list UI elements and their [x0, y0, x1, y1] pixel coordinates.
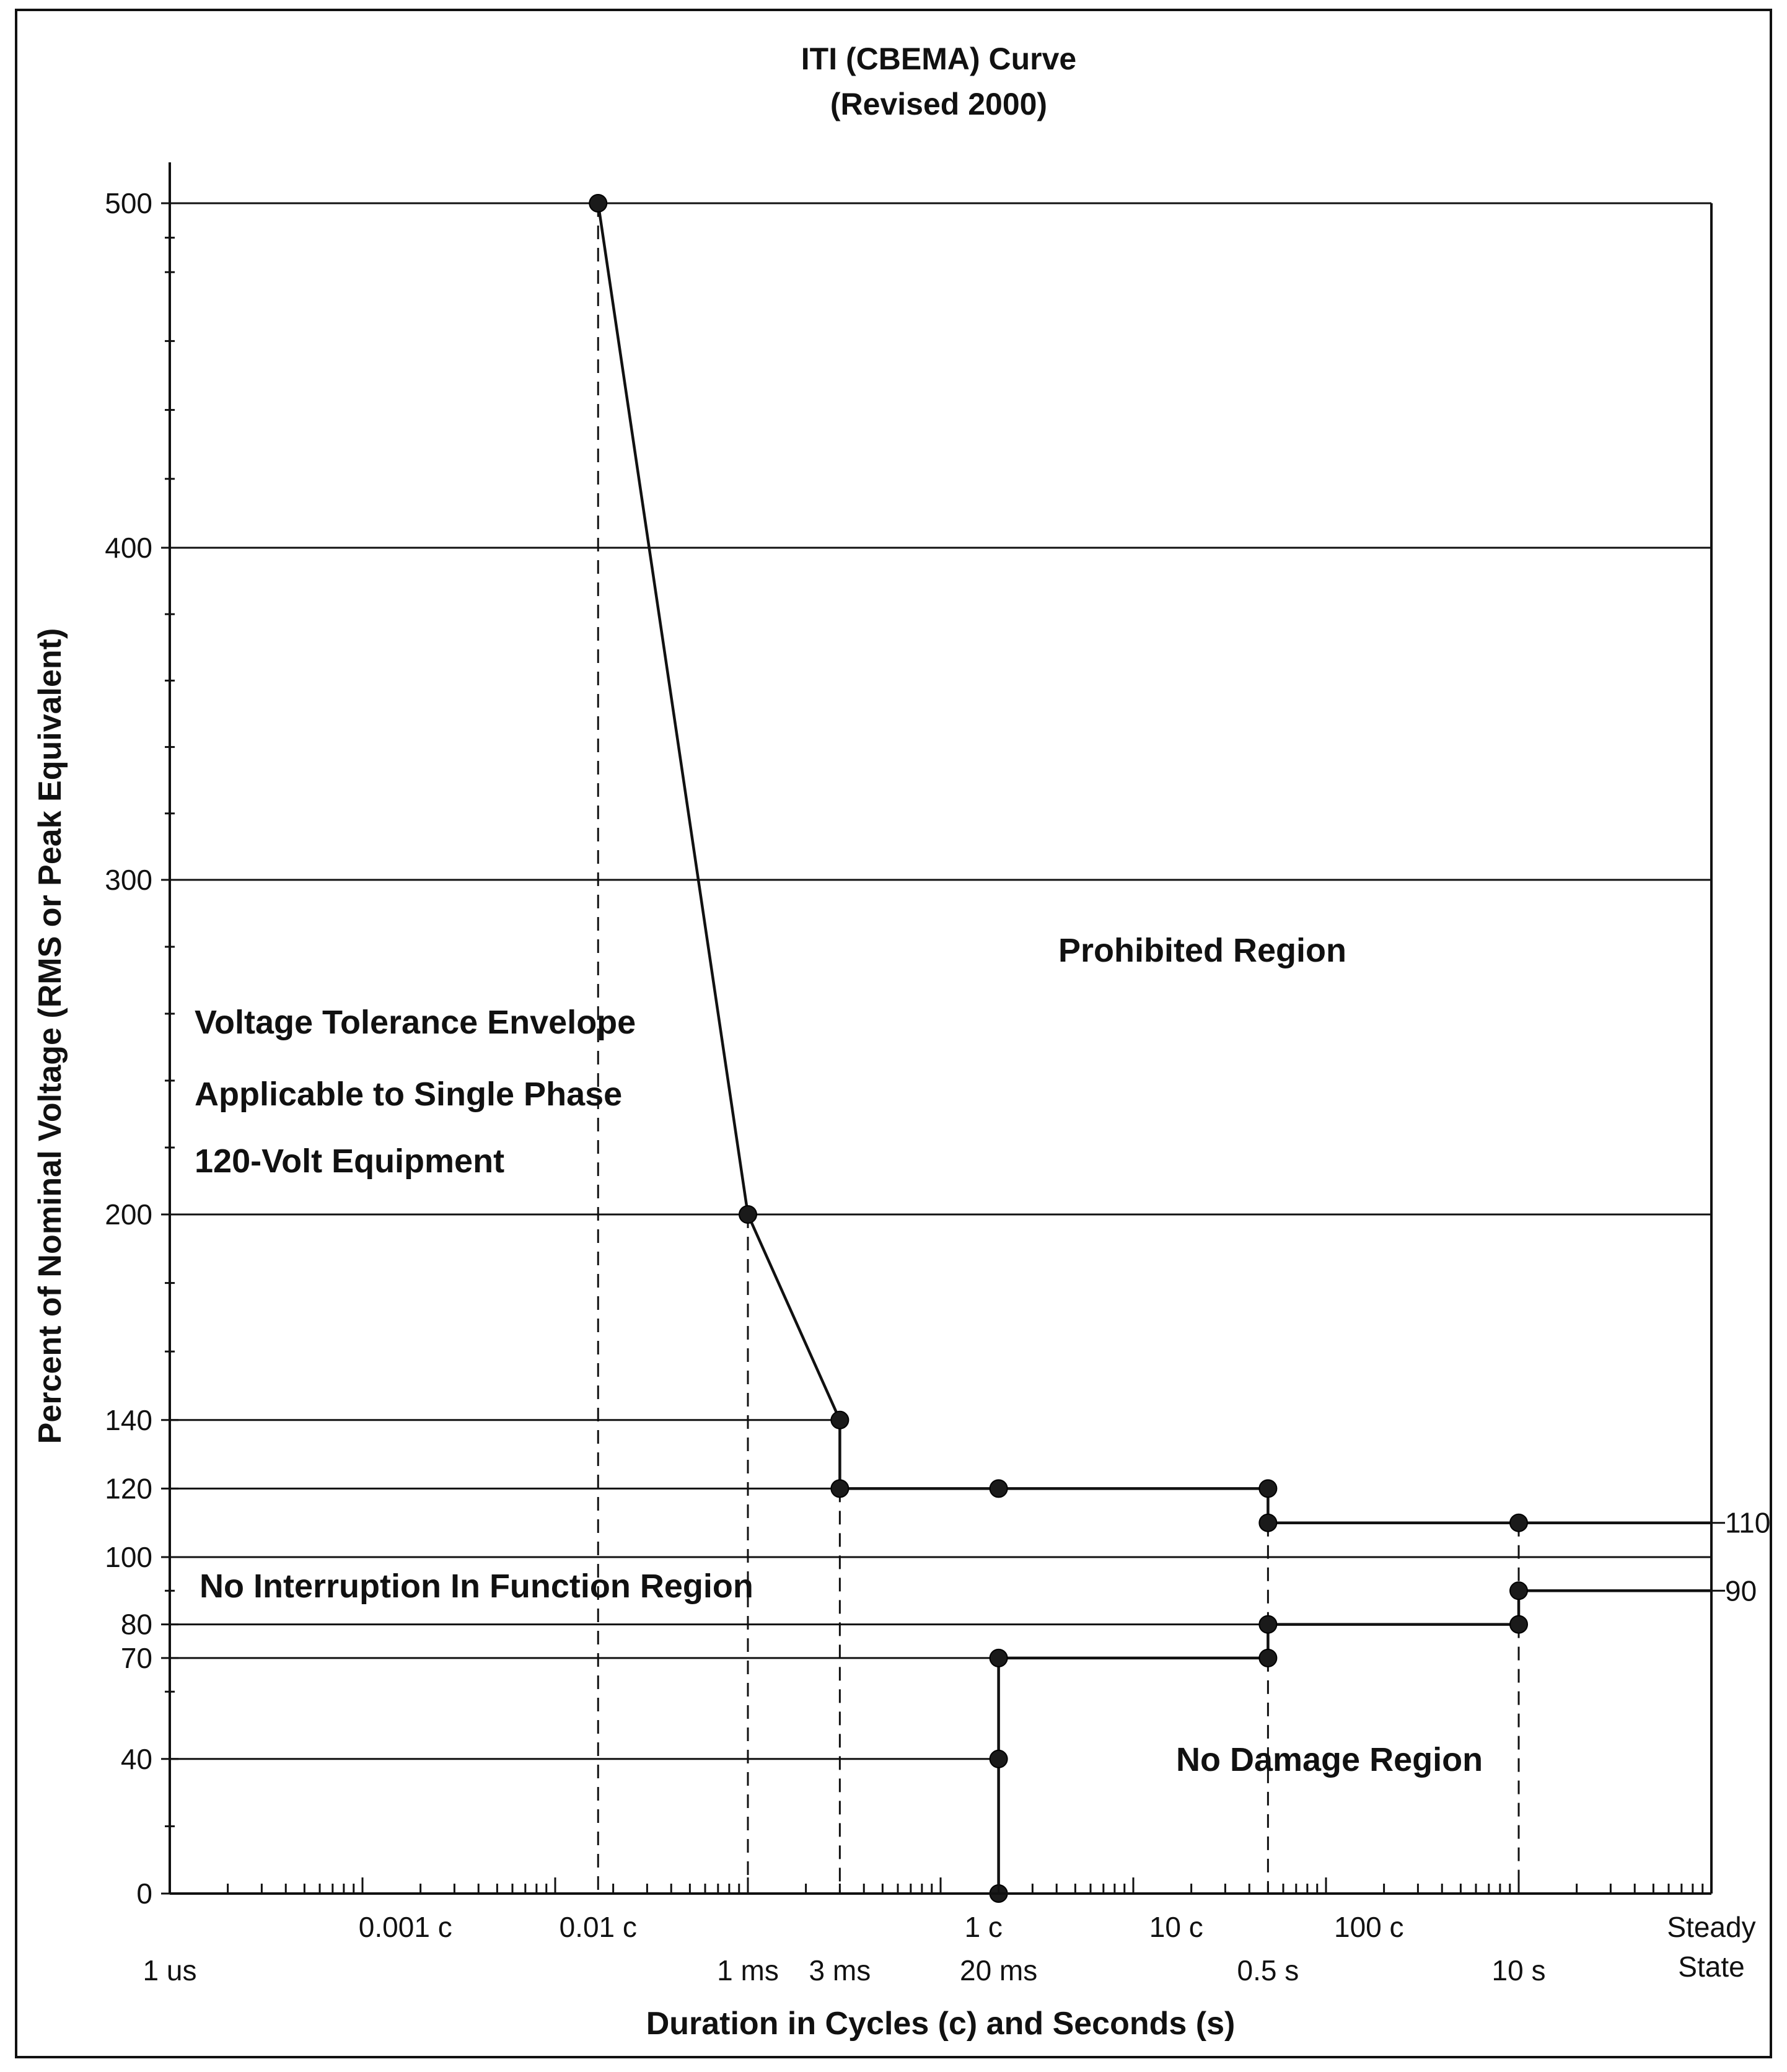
y-tick-label: 120 — [105, 1472, 152, 1505]
data-point — [1510, 1616, 1527, 1633]
envelope-annotation-line-1: Voltage Tolerance Envelope — [195, 1004, 636, 1041]
envelope-annotation-line-3: 120-Volt Equipment — [195, 1143, 505, 1180]
no-damage-region-label: No Damage Region — [1176, 1741, 1483, 1778]
x-tick-label-seconds: 10 s — [1491, 1954, 1546, 1986]
x-tick-label-seconds: 1 us — [143, 1954, 197, 1986]
y-tick-label: 140 — [105, 1403, 152, 1436]
x-tick-label-steady-state: State — [1678, 1951, 1745, 1983]
y-tick-label: 80 — [120, 1608, 152, 1641]
x-tick-label-seconds: 20 ms — [959, 1954, 1038, 1986]
x-tick-label-cycles: Steady — [1667, 1911, 1756, 1943]
chart-title: ITI (CBEMA) Curve — [801, 42, 1077, 76]
envelope-points — [589, 195, 1527, 1902]
x-axis-title: Duration in Cycles (c) and Seconds (s) — [646, 2006, 1236, 2042]
data-point — [1259, 1649, 1276, 1667]
data-point — [831, 1480, 848, 1497]
y-tick-label: 500 — [105, 187, 152, 219]
data-point — [1259, 1480, 1276, 1497]
data-point — [1510, 1582, 1527, 1599]
upper-boundary-series — [598, 203, 1711, 1523]
data-point — [1510, 1514, 1527, 1532]
chart-subtitle: (Revised 2000) — [830, 87, 1048, 121]
envelope-annotation-line-2: Applicable to Single Phase — [195, 1076, 623, 1113]
prohibited-region-label: Prohibited Region — [1058, 932, 1346, 969]
x-tick-label-seconds: 3 ms — [809, 1954, 871, 1986]
x-tick-label-cycles: 10 c — [1149, 1911, 1203, 1943]
data-point — [831, 1411, 848, 1429]
x-tick-label-cycles: 0.001 c — [358, 1911, 452, 1943]
right-value-label: 110 — [1725, 1506, 1771, 1539]
y-tick-label: 40 — [120, 1742, 152, 1775]
x-axis-ticks — [170, 1877, 1711, 1894]
y-tick-label: 100 — [105, 1541, 152, 1573]
y-tick-label: 70 — [120, 1641, 152, 1674]
x-tick-label-cycles: 0.01 c — [559, 1911, 637, 1943]
y-tick-label: 200 — [105, 1198, 152, 1231]
y-tick-label: 400 — [105, 532, 152, 564]
y-tick-label: 300 — [105, 864, 152, 896]
y-tick-label: 0 — [136, 1877, 152, 1910]
x-tick-label-seconds: 0.5 s — [1237, 1954, 1299, 1986]
tolerance-envelope — [598, 203, 1711, 1894]
data-point — [1259, 1616, 1276, 1633]
x-tick-label-cycles: 100 c — [1333, 1911, 1404, 1943]
data-point — [990, 1480, 1008, 1497]
dashed-guides — [598, 203, 1519, 1894]
no-interruption-region-label: No Interruption In Function Region — [200, 1568, 753, 1605]
x-tick-label-cycles: 1 c — [964, 1911, 1003, 1943]
x-axis-tick-labels — [143, 1911, 1756, 1986]
data-point — [739, 1206, 757, 1223]
data-point — [1259, 1514, 1276, 1532]
x-tick-label-seconds: 1 ms — [717, 1954, 779, 1986]
right-value-label: 90 — [1725, 1574, 1757, 1607]
data-point — [589, 195, 607, 212]
y-axis-title: Percent of Nominal Voltage (RMS or Peak Equivalent) — [32, 628, 68, 1444]
data-point — [990, 1750, 1008, 1768]
grid-lines — [170, 203, 1711, 1759]
y-axis-tick-labels — [105, 187, 152, 1910]
data-point — [990, 1649, 1008, 1667]
right-value-labels — [1711, 1507, 1770, 1607]
